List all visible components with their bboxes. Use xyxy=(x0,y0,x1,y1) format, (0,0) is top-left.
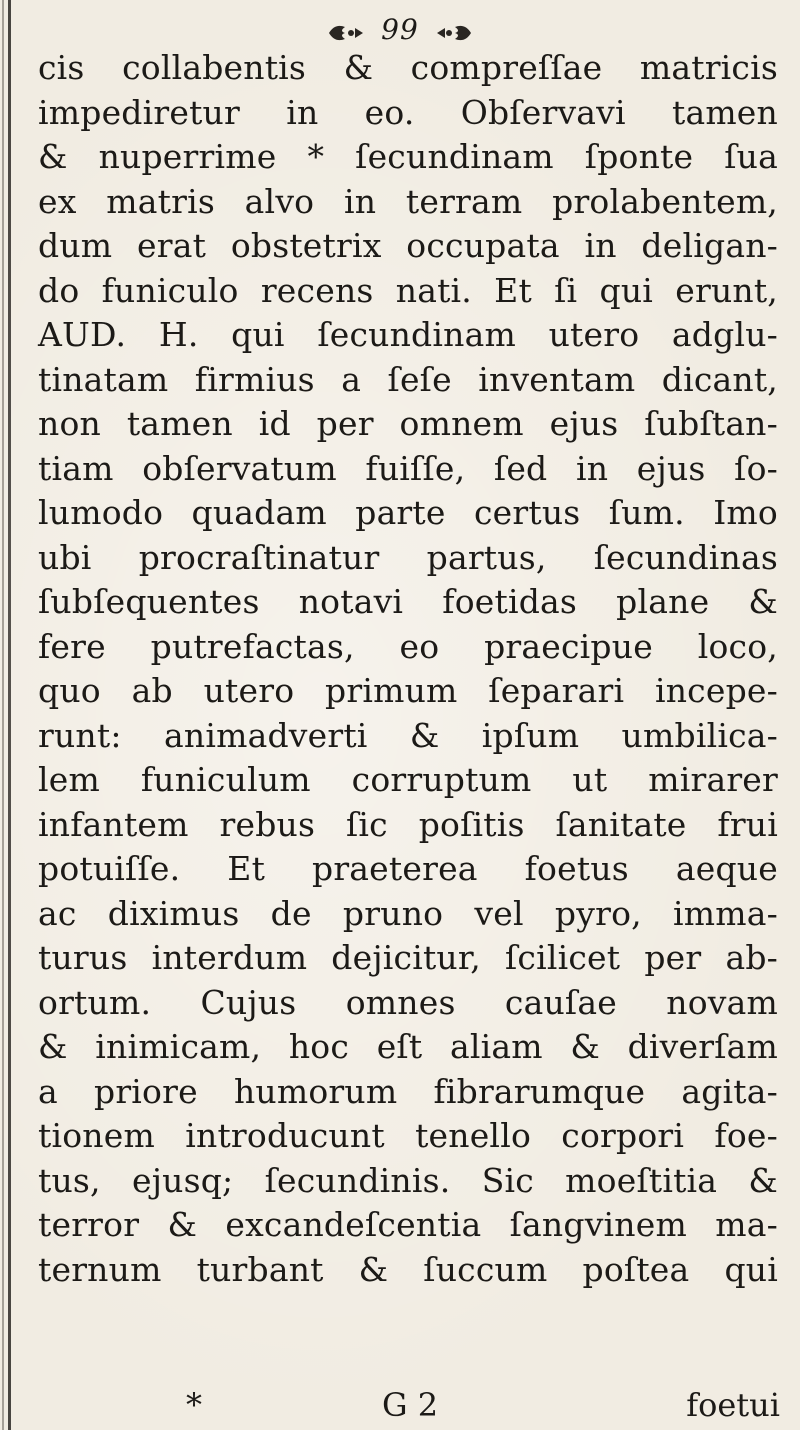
text-line: fere putrefactas, eo praecipue loco, xyxy=(38,626,778,666)
text-line: ex matris alvo in terram prolabentem, xyxy=(38,181,778,221)
footnote-mark: * xyxy=(186,1386,202,1424)
page-number: 99 xyxy=(381,12,419,46)
signature-mark: G 2 xyxy=(382,1386,439,1424)
page-gutter-shadow xyxy=(2,0,4,1430)
text-line: tiam obſervatum fuiſſe, ſed in ejus ſo- xyxy=(38,448,778,488)
text-line: ſubſequentes notavi foetidas plane & xyxy=(38,582,778,621)
text-line: ortum. Cujus omnes cauſae novam xyxy=(38,982,778,1022)
text-line: turus interdum dejicitur, ſcilicet per ab- xyxy=(38,938,778,977)
body-text xyxy=(38,46,778,1292)
text-line: do funiculo recens nati. Et ſi qui erunt, xyxy=(38,270,778,310)
text-line: runt: animadverti & ipſum umbilica- xyxy=(38,715,778,755)
text-line: ternum turbant & ſuccum poſtea qui xyxy=(38,1249,778,1289)
text-line: terror & excandeſcentia ſangvinem ma- xyxy=(38,1205,778,1244)
page-footer xyxy=(38,1383,780,1427)
text-line: infantem rebus ſic poſitis ſanitate frui xyxy=(38,804,778,844)
text-line: AUD. H. qui ſecundinam utero adglu- xyxy=(38,315,778,354)
text-line: tionem introducunt tenello corpori foe- xyxy=(38,1116,778,1155)
text-line: dum erat obstetrix occupata in deligan- xyxy=(38,226,778,265)
text-line: tinatam firmius a ſeſe inventam dicant, xyxy=(38,359,778,399)
text-line: lumodo quadam parte certus ſum. Imo xyxy=(38,493,778,532)
page-header xyxy=(0,6,800,50)
right-fleuron-icon xyxy=(435,16,475,44)
text-line: tus, ejusq; ſecundinis. Sic moeſtitia & xyxy=(38,1160,778,1200)
text-line: ubi procraſtinatur partus, ſecundinas xyxy=(38,537,778,577)
text-line: non tamen id per omnem ejus ſubſtan- xyxy=(38,404,778,443)
left-fleuron-icon xyxy=(325,16,365,44)
page-gutter-edge xyxy=(8,0,11,1430)
text-line: cis collabentis & compreſſae matricis xyxy=(38,48,778,87)
text-line: & inimicam, hoc eſt aliam & diverſam xyxy=(38,1027,778,1066)
text-line: quo ab utero primum ſeparari incepe- xyxy=(38,671,778,710)
text-line: lem funiculum corruptum ut mirarer xyxy=(38,760,778,799)
text-line: & nuperrime * ſecundinam ſponte ſua xyxy=(38,137,778,176)
text-line: a priore humorum fibrarumque agita- xyxy=(38,1071,778,1111)
text-line: potuiſſe. Et praeterea foetus aeque xyxy=(38,849,778,888)
catchword: foetui xyxy=(686,1386,780,1424)
text-line: ac diximus de pruno vel pyro, imma- xyxy=(38,893,778,933)
text-line: impediretur in eo. Obſervavi tamen xyxy=(38,92,778,132)
